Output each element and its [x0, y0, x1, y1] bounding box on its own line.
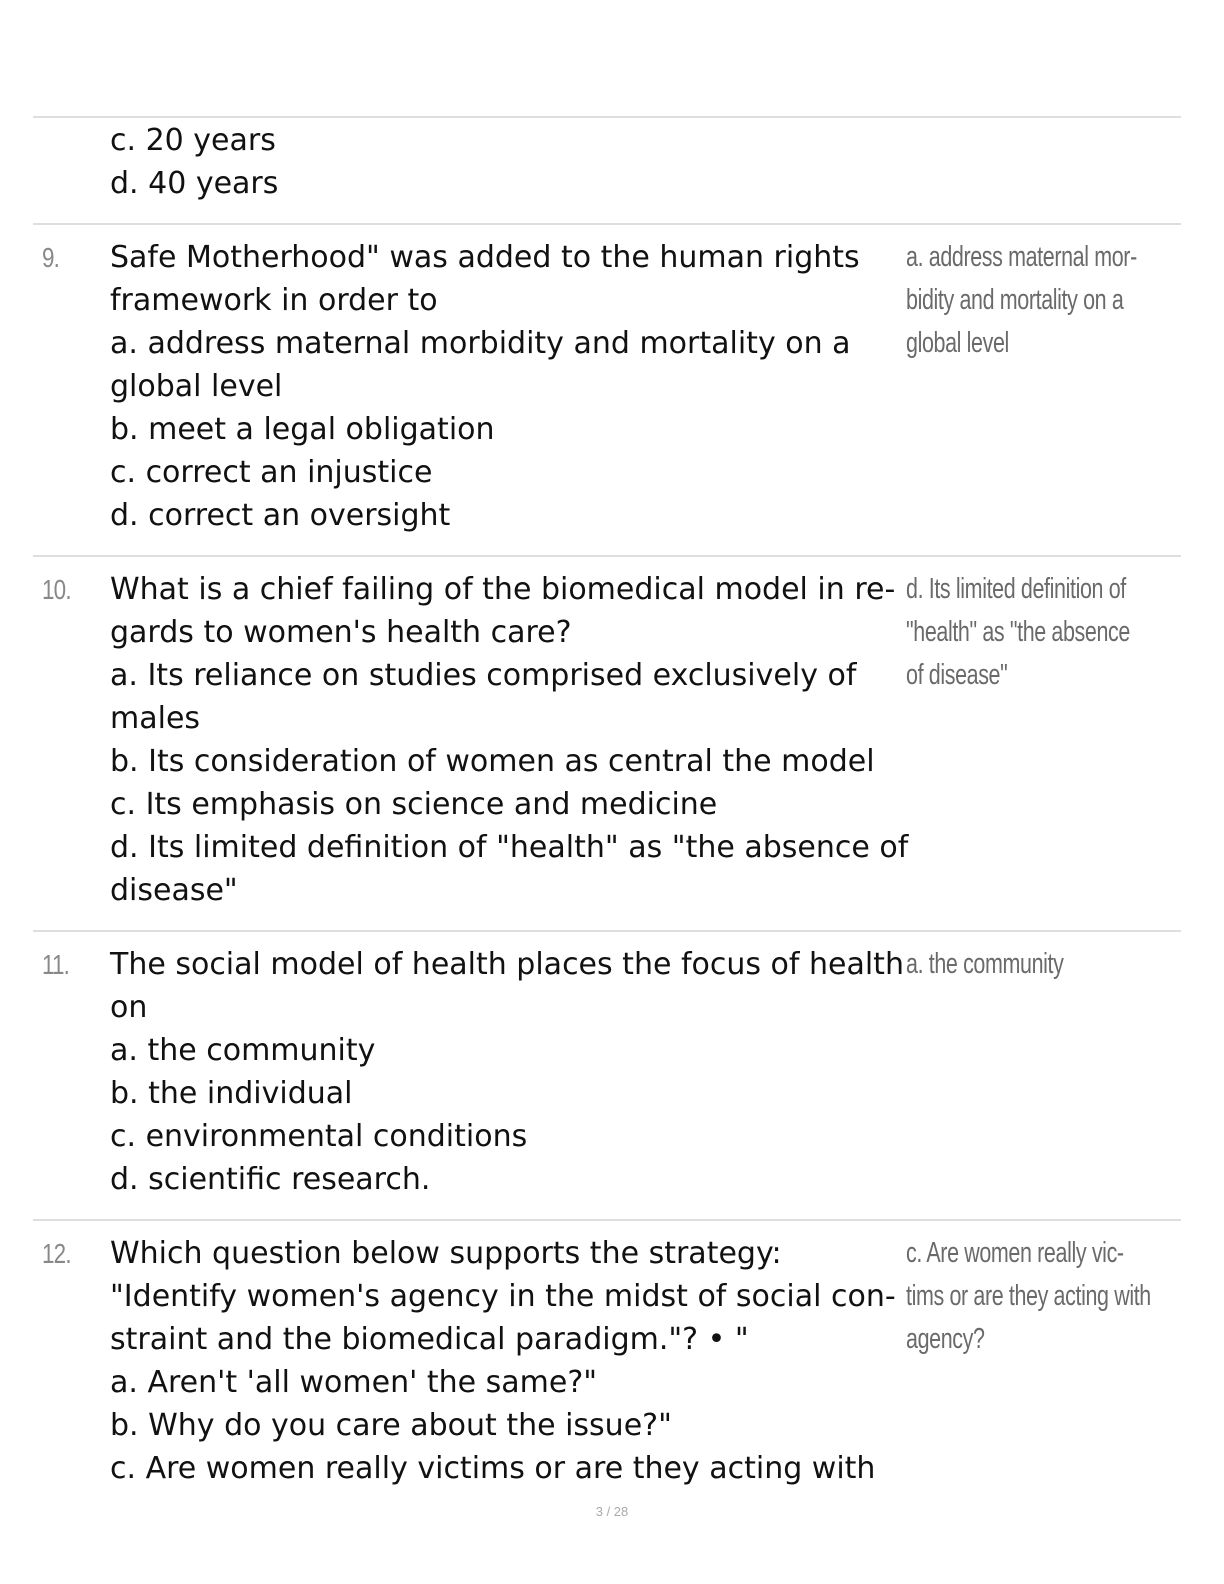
question-line: "Identify women's agency in the midst of social con-	[110, 1279, 896, 1314]
option-line: global level	[110, 369, 283, 404]
question-number: 11.	[42, 949, 70, 980]
question-number: 9.	[42, 242, 60, 273]
page-number: 3 / 28	[595, 1504, 629, 1519]
answer-line: global level	[906, 327, 1009, 359]
answer-line: "health" as "the absence	[906, 616, 1130, 648]
option-line: b. Its consideration of women as central the model	[110, 744, 875, 779]
answer-text	[906, 1232, 1151, 1361]
option-line: d. 40 years	[110, 166, 279, 201]
option-line: a. address maternal morbidity and mortality on a	[110, 326, 851, 361]
question-text	[110, 236, 900, 537]
answer-line: tims or are they acting with	[906, 1280, 1151, 1312]
divider-top	[33, 116, 1181, 118]
question-line: framework in order to	[110, 283, 438, 318]
option-line: d. scientific research.	[110, 1162, 431, 1197]
option-line: b. the individual	[110, 1076, 353, 1111]
question-line: gards to women's health care?	[110, 615, 572, 650]
question-text	[110, 1232, 900, 1490]
divider-q10	[33, 555, 1181, 557]
option-line: a. Its reliance on studies comprised exclusively of	[110, 658, 857, 693]
answer-line: agency?	[906, 1323, 985, 1355]
option-line: disease"	[110, 873, 238, 908]
question-line: The social model of health places the focus of health	[110, 947, 904, 982]
question-text	[110, 568, 909, 912]
option-line: d. Its limited definition of "health" as "the absence of	[110, 830, 909, 865]
question-line: What is a chief failing of the biomedical model in re-	[110, 572, 896, 607]
answer-text	[906, 943, 1063, 986]
question-line: Which question below supports the strategy:	[110, 1236, 782, 1271]
divider-q11	[33, 930, 1181, 932]
answer-line: a. address maternal mor-	[906, 241, 1137, 273]
answer-line: d. Its limited definition of	[906, 573, 1126, 605]
question-line: straint and the biomedical paradigm."? • "	[110, 1322, 749, 1357]
question-line: on	[110, 990, 148, 1025]
option-line: a. the community	[110, 1033, 376, 1068]
answer-line: a. the community	[906, 948, 1064, 980]
question-number: 12.	[42, 1238, 71, 1269]
question-number: 10.	[42, 574, 71, 605]
option-line: b. Why do you care about the issue?"	[110, 1408, 672, 1443]
option-line: c. 20 years	[110, 123, 276, 158]
option-line: c. correct an injustice	[110, 455, 433, 490]
answer-line: bidity and mortality on a	[906, 284, 1124, 316]
divider-q9	[33, 223, 1181, 225]
option-line: males	[110, 701, 201, 736]
answer-text	[906, 236, 1137, 365]
answer-line: c. Are women really vic-	[906, 1237, 1124, 1269]
question-text	[110, 943, 904, 1201]
answer-text	[906, 568, 1130, 697]
question-line: Safe Motherhood" was added to the human rights	[110, 240, 860, 275]
option-line: c. environmental conditions	[110, 1119, 528, 1154]
option-line: c. Are women really victims or are they acting with	[110, 1451, 876, 1486]
continuation-text	[110, 119, 900, 205]
divider-q12	[33, 1219, 1181, 1221]
option-line: c. Its emphasis on science and medicine	[110, 787, 718, 822]
option-line: d. correct an oversight	[110, 498, 451, 533]
answer-line: of disease"	[906, 659, 1008, 691]
option-line: a. Aren't 'all women' the same?"	[110, 1365, 598, 1400]
option-line: b. meet a legal obligation	[110, 412, 495, 447]
